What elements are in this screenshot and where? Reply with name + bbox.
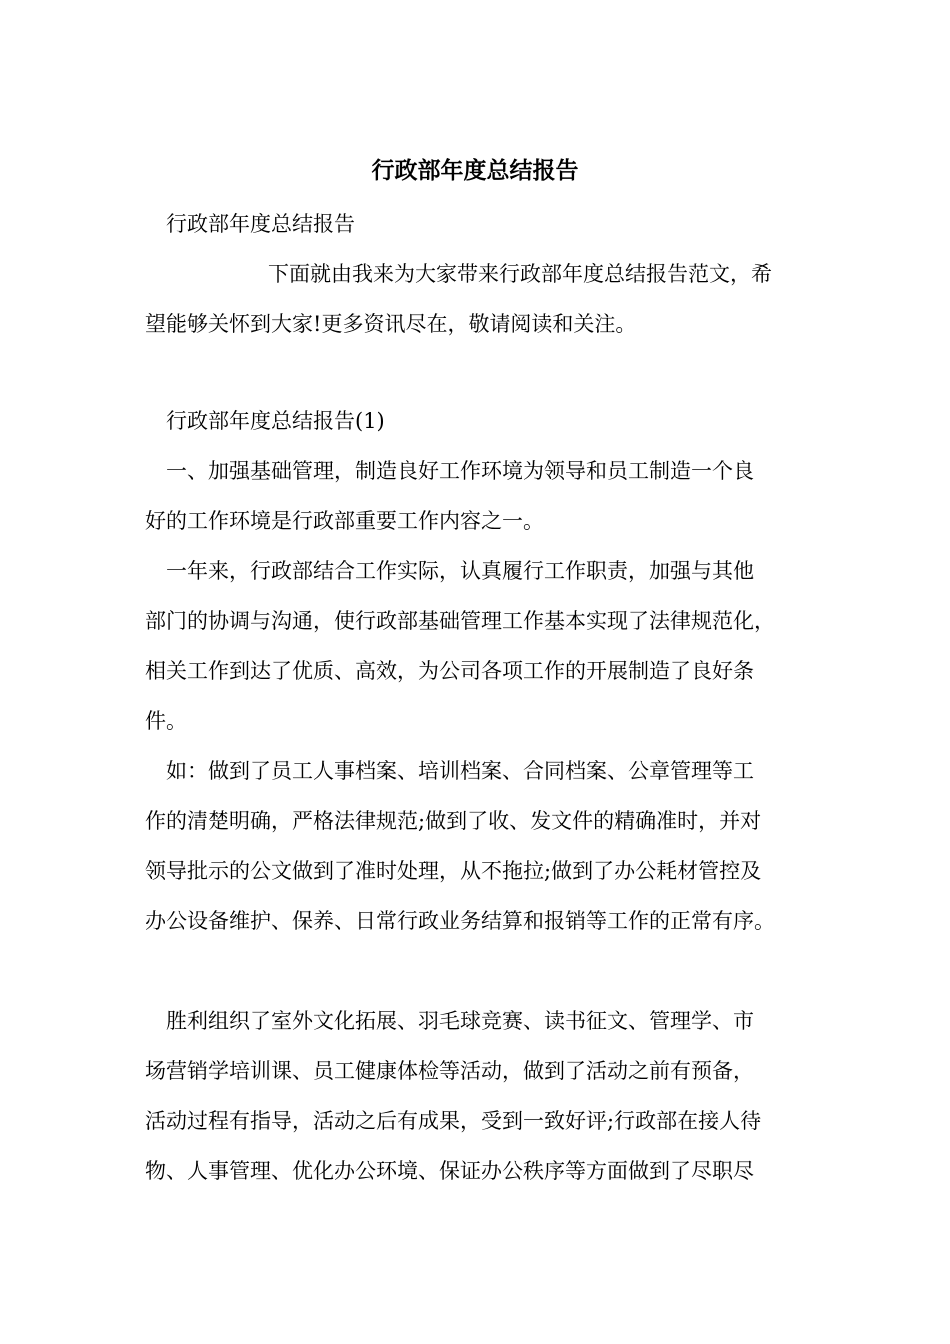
paragraph-line: 胜利组织了室外文化拓展、羽毛球竞赛、读书征文、管理学、市 (166, 1009, 754, 1033)
paragraph-line: 如：做到了员工人事档案、培训档案、合同档案、公章管理等工 (166, 759, 754, 783)
document-title: 行政部年度总结报告 (371, 157, 579, 184)
subtitle-line: 行政部年度总结报告 (166, 212, 355, 236)
paragraph-line: 好的工作环境是行政部重要工作内容之一。 (145, 509, 544, 533)
paragraph-line: 活动过程有指导，活动之后有成果，受到一致好评;行政部在接人待 (145, 1109, 762, 1133)
intro-line-2: 望能够关怀到大家!更多资讯尽在，敬请阅读和关注。 (145, 312, 637, 336)
paragraph-line: 部门的协调与沟通，使行政部基础管理工作基本实现了法律规范化， (145, 609, 775, 633)
paragraph-line: 件。 (145, 709, 187, 733)
section-heading-1: 行政部年度总结报告(1) (166, 409, 385, 433)
paragraph-line: 一年来，行政部结合工作实际，认真履行工作职责，加强与其他 (166, 559, 754, 583)
paragraph-line: 办公设备维护、保养、日常行政业务结算和报销等工作的正常有序。 (145, 909, 775, 933)
intro-line-1: 下面就由我来为大家带来行政部年度总结报告范文，希 (268, 262, 772, 286)
paragraph-line: 物、人事管理、优化办公环境、保证办公秩序等方面做到了尽职尽 (145, 1159, 754, 1183)
paragraph-line: 一、加强基础管理，制造良好工作环境为领导和员工制造一个良 (166, 459, 754, 483)
paragraph-line: 作的清楚明确，严格法律规范;做到了收、发文件的精确准时，并对 (145, 809, 762, 833)
paragraph-line: 场营销学培训课、员工健康体检等活动，做到了活动之前有预备， (145, 1059, 754, 1083)
paragraph-line: 相关工作到达了优质、高效，为公司各项工作的开展制造了良好条 (145, 659, 754, 683)
paragraph-line: 领导批示的公文做到了准时处理，从不拖拉;做到了办公耗材管控及 (145, 859, 762, 883)
